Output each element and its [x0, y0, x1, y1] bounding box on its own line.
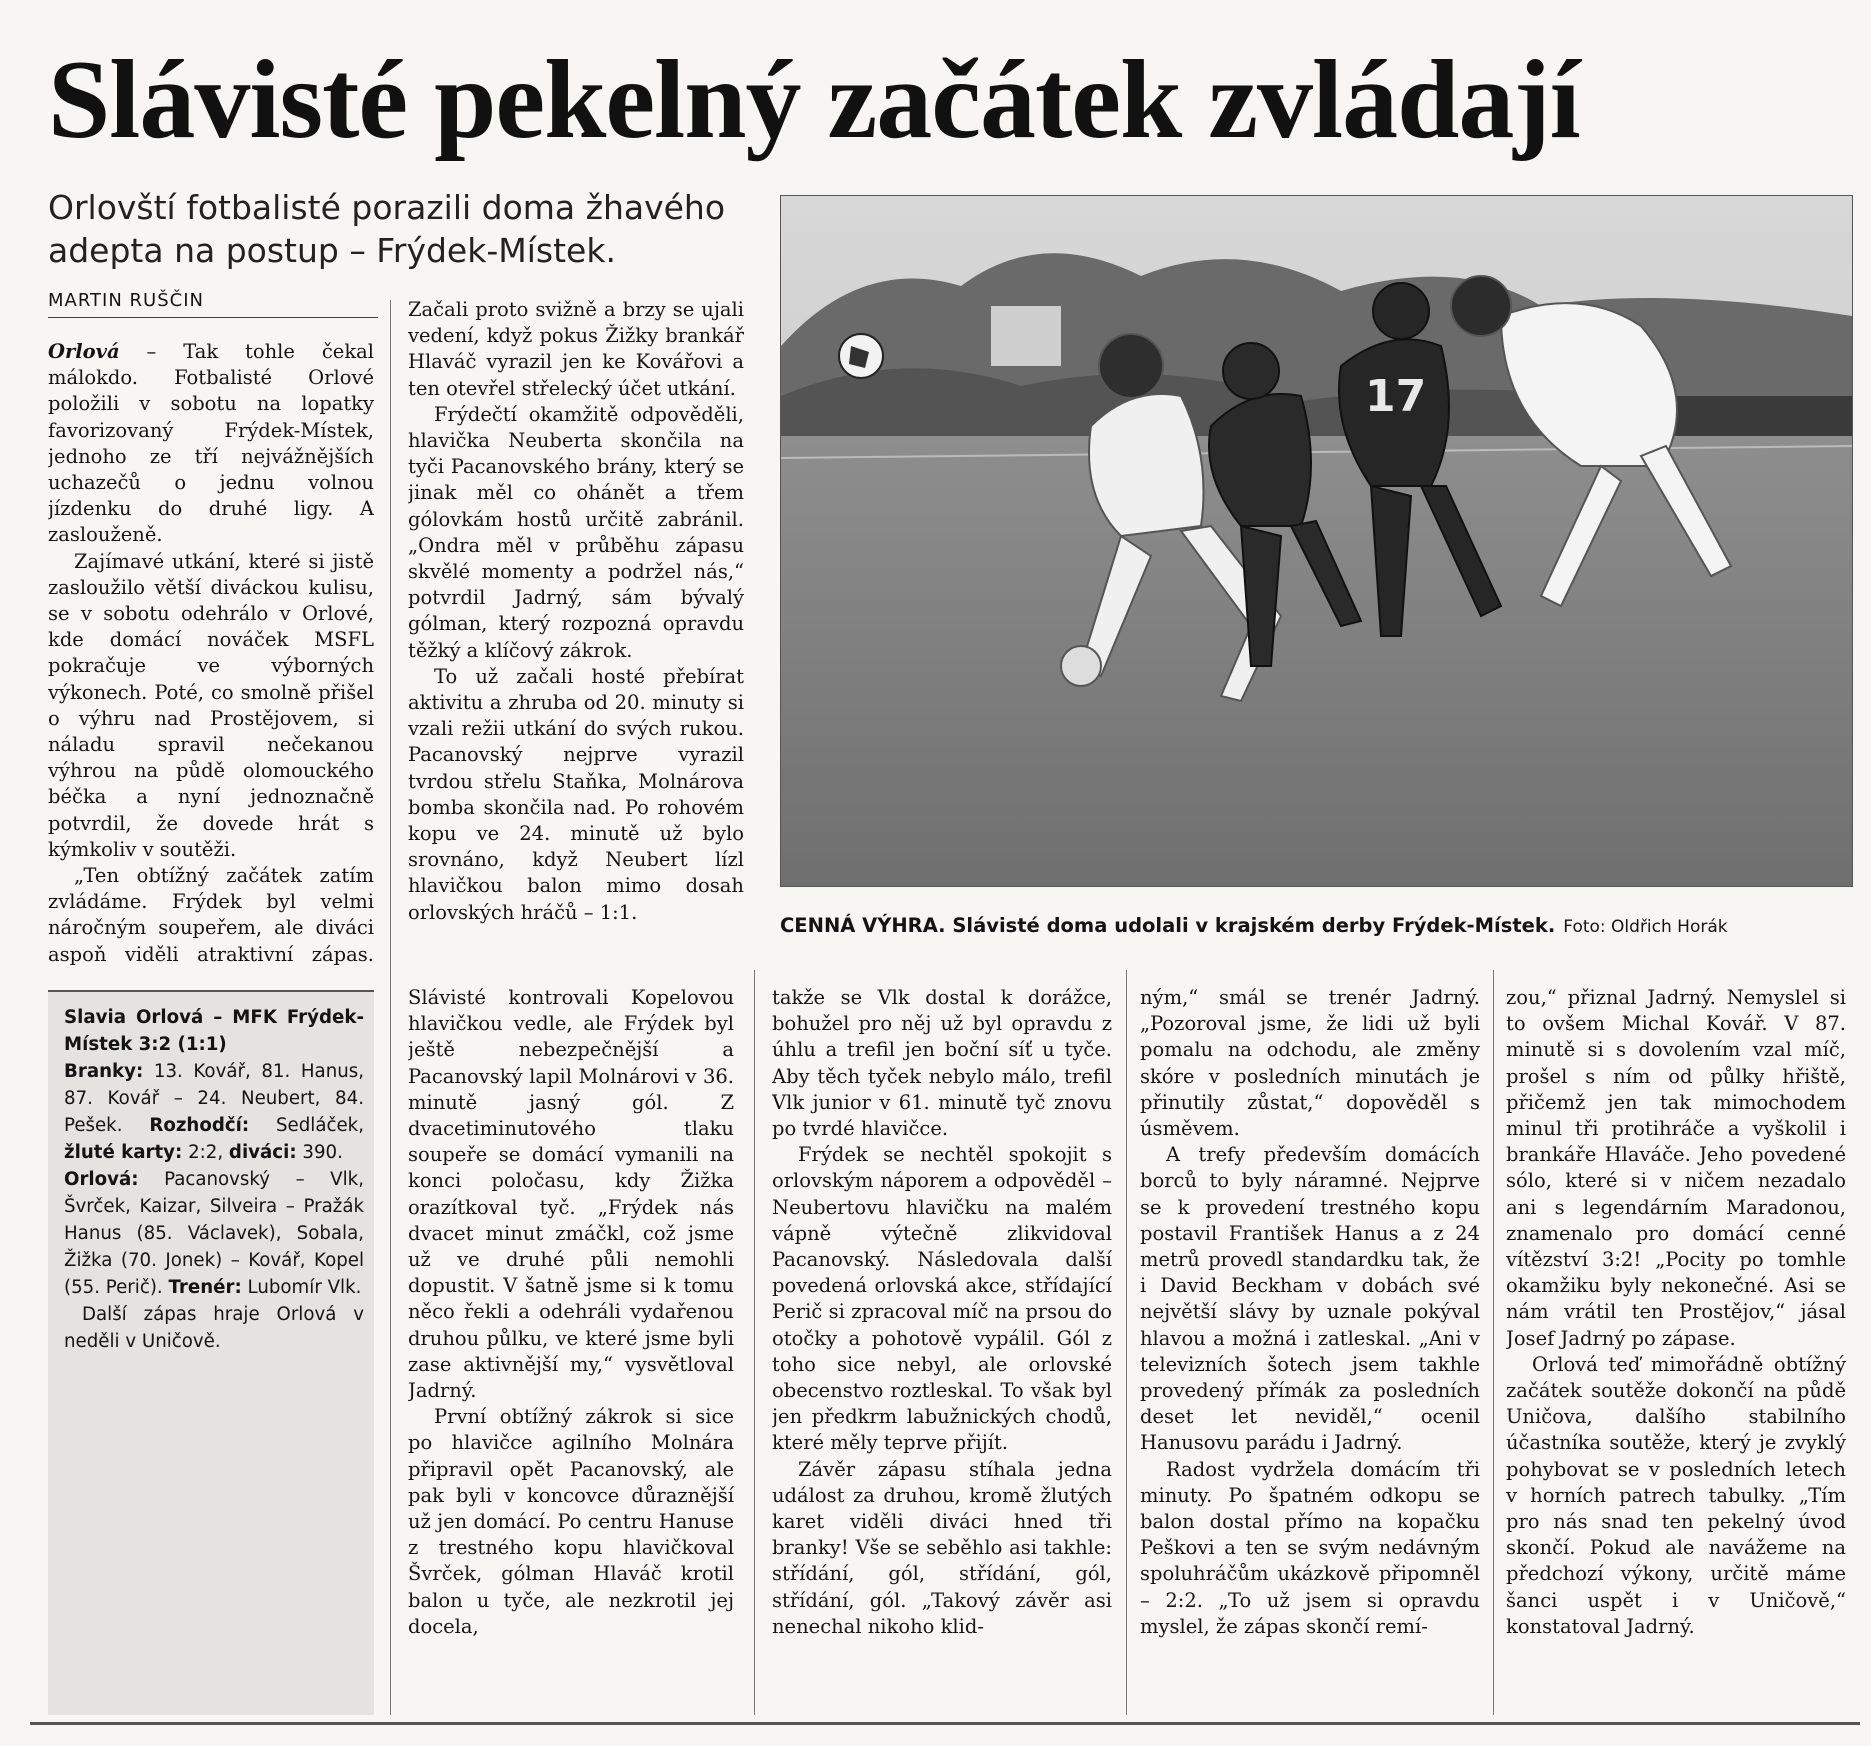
jersey-number: 17 [1365, 371, 1427, 422]
caption-text: Slávisté doma udolali v krajském derby Frýdek-Místek. [945, 914, 1556, 937]
paragraph-6: Frýdečtí okamžitě odpověděli, hlavička Neuberta skončila na tyči Pacanovského brány, který se jinak měl co ohánět a třem gólovkám hostů určitě zabránil. „Ondra měl v průběhu zápasu skvělé momenty a podržel nás,“ potvrdil Jadrný, sám bývalý gólman, který rozpozná opravdu těžký a klíčový zákrok. [408, 402, 744, 662]
dateline: Orlová [48, 340, 120, 363]
score-line: Slavia Orlová – MFK Frýdek-Místek 3:2 (1:1) [64, 1007, 364, 1055]
match-facts-box [48, 990, 374, 1715]
paragraph-12: Závěr zápasu stíhala jedna událost za druhou, kromě žlutých karet viděli diváci hned tři branky! Vše se seběhlo asi takhle: střídání, gól, střídání, gól, střídání, gól. „Takový závěr asi nenechal nikoho klid- [772, 1457, 1112, 1638]
column-divider [754, 970, 755, 1715]
paragraph-8: Slávisté kontrovali Kopelovou hlavičkou vedle, ale Frýdek byl ještě nebezpečnější a Pacanovský lapil Molnárovi v 36. minutě jasný gól. Z dvacetiminutového tlaku soupeře se domácí vymanili na konci poločasu, kdy Žižka orazítkoval tyč. „Frýdek nás dvacet minut zmáčkl, což jsme už ve druhé půli nemohli dopustit. V šatně jsme si k tomu něco řekli a odehráli vydařenou druhou půlku, ve které jsme byli zase aktivnější my,“ vysvětloval Jadrný. [408, 986, 734, 1403]
coach: Lubomír Vlk. [241, 1277, 362, 1298]
referee: Sedláček, [249, 1115, 364, 1136]
team-label: Orlová: [64, 1169, 139, 1190]
byline: MARTIN RUŠČIN [48, 290, 378, 318]
page-bottom-rule [30, 1722, 1860, 1725]
lineup-players: Pacanovský – Vlk, Švrček, Kaizar, Silveira – Pražák Hanus (85. Václavek), Sobala, Žižka (70. Jonek) – Kovář, Kopel (55. Perič). [64, 1169, 364, 1298]
article-column-2 [408, 297, 744, 967]
paragraph-2: Zajímavé utkání, které si jistě zasloužilo větší diváckou kulisu, se v sobotu odehrálo v Orlové, kde domácí nováček MSFL pokračuje ve výborných výkonech. Poté, co smolně přišel o výhru nad Prostějovem, si náladu spravil nečekanou výhrou na půdě olomouckého béčka a nyní jednoznačně potvrdil, že dovede hrát s kýmkoliv v soutěži. [48, 549, 374, 861]
column-divider [390, 300, 391, 1715]
paragraph-17: Orlová teď mimořádně obtížný začátek soutěže dokončí na půdě Uničova, dalšího stabilního účastníka soutěže, který je zvyklý pohybovat se v posledních letech v horních patrech tabulky. „Tím pro nás snad ten pekelný úvod skončí. Pokud ale navážeme na předchozí výkony, určitě máme šanci uspět i v Uničově,“ konstatoval Jadrný. [1506, 1352, 1846, 1638]
football-scene-illustration [781, 196, 1852, 886]
lead-paragraph [48, 339, 374, 549]
paragraph-15: Radost vydržela domácím tři minuty. Po špatném odkopu se balon dostal přímo na kopačku Peškovi a ten se svým nedávným spoluhráčům ukázkově připomněl – 2:2. „To už jsem si opravdu myslel, že zápas skončí remí- [1140, 1457, 1480, 1638]
paragraph-10: takže se Vlk dostal k dorážce, bohužel pro něj už byl opravdu z úhlu a trefil jen boční síť u tyče. Aby těch tyček nebylo málo, trefil Vlk junior v 61. minutě tyč znovu po tvrdé hlavičce. [772, 986, 1112, 1141]
paragraph-13: ným,“ smál se trenér Jadrný. „Pozoroval jsme, že lidi už byli pomalu na odchodu, ale změny skóre v posledních minutách je přinutily zůstat,“ dopověděl s úsměvem. [1140, 986, 1480, 1141]
cards-label: žluté karty: [64, 1142, 183, 1163]
lineup [64, 1166, 364, 1301]
caption-label: CENNÁ VÝHRA. [780, 914, 946, 937]
column-divider [1126, 970, 1127, 1715]
subheadline: Orlovští fotbalisté porazili doma žhavého adepta na postup – Frýdek-Místek. [48, 188, 726, 270]
paragraph-11: Frýdek se nechtěl spokojit s orlovským náporem a odpověděl – Neubertovu hlavičku na malém vápně výtečně zlikvidoval Pacanovský. Následovala další povedená orlovská akce, střídající Perič si zpracoval míč na prsou do otočky a pohotově vypálil. Gól z toho sice nebyl, ale orlovské obecenstvo roztleskal. To však byl jen předkrm labužnických chodů, které měly teprve přijít. [772, 1143, 1112, 1455]
paragraph-14: A trefy především domácích borců to byly náramné. Nejprve se k provedení trestného kopu postavil František Hanus a z 24 metrů provedl standardku tak, že i David Beckham v dobách své největší slávy by uznale pokýval hlavou a možná i zatleskal. „Ani v televizních šotech jsem takhle provedený přímák za posledních deset let neviděl,“ ocenil Hanusovu parádu i Jadrný. [1140, 1143, 1480, 1455]
goals-label: Branky: [64, 1061, 144, 1082]
article-column-3 [772, 985, 1112, 1715]
photo-credit: Foto: Oldřich Horák [1563, 917, 1728, 937]
paragraph-16: zou,“ přiznal Jadrný. Nemyslel si to ovšem Michal Kovář. V 87. minutě si s dovolením vzal míč, prošel s ním od půlky hřiště, přičemž jen tak mimochodem minul tři protihráče a vyškolil i brankáře Hlaváče. Jeho povedené sólo, které si v ničem nezadalo ani s legendárním Maradonou, znamenalo pro domácí cenné vítězství 3:2! „Pocity po tomhle okamžiku byly nekonečné. Asi se nám vrátil ten Prostějov,“ jásal Josef Jadrný po zápase. [1506, 986, 1846, 1350]
photo-caption [780, 914, 1851, 937]
headline: Slávisté pekelný začátek zvládají [48, 38, 1580, 162]
paragraph-9: První obtížný zákrok si sice po hlavičce agilního Molnára připravil opět Pacanovský, ale pak byli v koncovce důraznější už jen domácí. Po centru Hanuse z trestného kopu hlavičkoval Švrček, gólman Hlaváč krotil balon u tyče, ale nezkrotil jej docela, [408, 1405, 734, 1638]
article-column-1 [48, 339, 374, 967]
article-column-5 [1506, 985, 1846, 1715]
paragraph-3: „Ten obtížný začátek zatím zvládáme. Frýdek byl velmi náročným soupeřem, ale diváci aspoň viděli atraktivní zápas. [48, 864, 374, 966]
article-column-4 [1140, 985, 1480, 1715]
attendance-label: diváci: [228, 1142, 297, 1163]
article-column-2-bottom [408, 985, 734, 1715]
cards: 2:2, [182, 1142, 229, 1163]
attendance: 390. [296, 1142, 343, 1163]
goals: 13. Kovář, 81. Hanus, 87. Kovář – 24. Neubert, 84. Pešek. [64, 1061, 364, 1136]
match-details [64, 1058, 364, 1166]
lead-text: – Tak tohle čekal málokdo. Fotbalisté Orlové položili v sobotu na lopatky favorizovaný Frýdek-Místek, jednoho ze tří nejvážnějších uchazečů o jednu volnou jízdenku do druhé ligy. A zaslouženě. [48, 340, 374, 547]
column-divider [1493, 970, 1494, 1715]
referee-label: Rozhodčí: [149, 1115, 250, 1136]
paragraph-5: Začali proto svižně a brzy se ujali vedení, když pokus Žižky brankář Hlaváč vyrazil jen ke Kovářovi a ten otevřel střelecký účet utkání. [408, 298, 744, 400]
coach-label: Trenér: [168, 1277, 242, 1298]
next-match: Další zápas hraje Orlová v neděli v Uničově. [64, 1304, 364, 1352]
paragraph-7: To už začali hosté přebírat aktivitu a zhruba od 20. minuty si vzali režii utkání do svých rukou. Pacanovský nejprve vyrazil tvrdou střelu Staňka, Molnárova bomba skončila nad. Po rohovém kopu ve 24. minutě už bylo srovnáno, když Neubert lízl hlavičkou balon mimo dosah orlovských hráčů – 1:1. [408, 664, 744, 924]
match-photo [780, 195, 1853, 887]
